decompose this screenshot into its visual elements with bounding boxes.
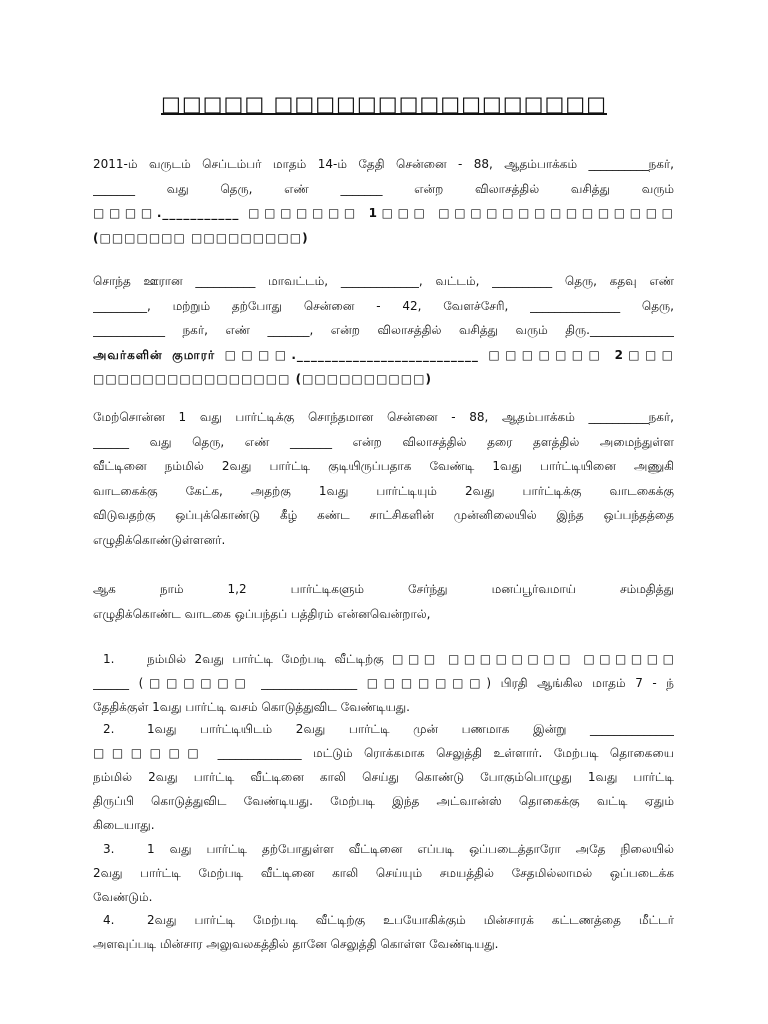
text-line: மேற்சொன்ன 1 வது பார்ட்டிக்கு சொந்தமான சென்னை - 88, ஆதம்பாக்கம் __________நகர், — [93, 410, 674, 424]
text-line: தேதிக்குள் 1வது பார்ட்டி வசம் கொடுத்துவிட வேண்டியது. — [93, 700, 410, 714]
text-line: □□□□□□ ______________ மட்டும் ரொக்கமாக செலுத்தி உள்ளார். மேற்படி தொகையை — [93, 746, 674, 760]
term-item-3 — [93, 837, 674, 909]
text-line: 2011-ம் வருடம் செப்டம்பர் மாதம் 14-ம் தேதி சென்னை - 88, ஆதம்பாக்கம் __________நகர், — [93, 157, 674, 171]
term-item-2 — [93, 717, 674, 837]
text-line: வாடகைக்கு கேட்க, அதற்கு 1வது பார்ட்டியும் 2வது பார்ட்டிக்கு வாடகைக்கு — [93, 483, 674, 498]
text-line: ______ வது தெரு, எண் _______ என்ற விலாசத்தில் தரை தளத்தில் அமைந்துள்ள — [93, 434, 674, 449]
paragraph-terms-intro — [93, 577, 674, 626]
text-line: 3. 1 வது பார்ட்டி தற்போதுள்ள வீட்டினை எப்படி ஒப்படைத்தாரோ அதே நிலையில் — [93, 837, 674, 861]
document-title: □□□□□ □□□□□□□□□□□□□□□□ — [161, 92, 607, 116]
term-item-4 — [93, 908, 674, 956]
text-line: 1. நம்மில் 2வது பார்ட்டி மேற்படி வீட்டிற்கு □□□ □□□□□□□□ □□□□□□ — [93, 647, 674, 671]
text-line: 2வது பார்ட்டி மேற்படி வீட்டினை காலி செய்யும் சமயத்தில் சேதமில்லாமல் ஒப்படைக்க — [93, 866, 674, 880]
text-line: எழுதிக்கொண்டுள்ளனர். — [93, 532, 226, 547]
term-number: 4. — [103, 913, 115, 927]
term-number: 1. — [103, 652, 115, 666]
text-line: அளவுப்படி மின்சார அலுவலகத்தில் தானே செலுத்தி கொள்ள வேண்டியது. — [93, 937, 499, 951]
term-number: 2. — [103, 722, 115, 736]
text-line: சொந்த ஊரான __________ மாவட்டம், _____________, வட்டம், __________ தெரு, கதவு எண் — [93, 274, 674, 288]
term-item-1 — [93, 647, 674, 719]
term-number: 3. — [103, 842, 115, 856]
text-line: திருப்பி கொடுத்துவிட வேண்டியது. மேற்படி இந்த அட்வான்ஸ் தொகைக்கு வட்டி ஏதும் — [93, 794, 674, 808]
paragraph-first-party — [93, 152, 674, 250]
text-line: 2. 1வது பார்ட்டியிடம் 2வது பார்ட்டி முன் பணமாக இன்று ______________ — [93, 717, 674, 741]
text-line: ______ (□□□□□□ ________________ □□□□□□□) பிரதி ஆங்கில மாதம் 7 - ந் — [93, 676, 674, 690]
paragraph-agreement-intro — [93, 405, 674, 552]
text-line: ____________ நகர், எண் _______, என்ற விலாசத்தில் வசித்து வரும் திரு.______________ — [93, 323, 674, 337]
text-line: _________, மற்றும் தற்போது சென்னை - 42, வேளச்சேரி, _______________ தெரு, — [93, 298, 674, 313]
paragraph-second-party — [93, 269, 674, 392]
text-line: ஆக நாம் 1,2 பார்ட்டிகளும் சேர்ந்து மனப்பூர்வமாய் சம்மதித்து — [93, 582, 674, 596]
text-line: விடுவதற்கு ஒப்புக்கொண்டு கீழ் கண்ட சாட்சிகளின் முன்னிலையில் இந்த ஒப்பந்தத்தை — [93, 508, 674, 522]
text-line: அவர்களின் குமாரர் □□□□.__________________________ □□□□□□□ 2□□□ — [93, 347, 674, 362]
text-line: வீட்டினை நம்மில் 2வது பார்ட்டி குடியிருப்பதாக வேண்டி 1வது பார்ட்டியினை அணுகி — [93, 459, 674, 473]
text-line: □□□□□□□□□□□□□□□□ (□□□□□□□□□□) — [93, 372, 432, 386]
text-line: கிடையாது. — [93, 818, 155, 832]
text-line: 4. 2வது பார்ட்டி மேற்படி வீட்டிற்கு உபயோகிக்கும் மின்சாரக் கட்டணத்தை மீட்டர் — [93, 908, 674, 932]
text-line: _______ வது தெரு, எண் _______ என்ற விலாசத்தில் வசித்து வரும் — [93, 181, 674, 196]
text-line: எழுதிக்கொண்ட வாடகை ஒப்பந்தப் பத்திரம் என்னவென்றால், — [93, 606, 431, 621]
text-line: நம்மில் 2வது பார்ட்டி வீட்டினை காலி செய்து கொண்டு போகும்பொழுது 1வது பார்ட்டி — [93, 770, 674, 784]
text-line: □□□□.___________ □□□□□□□ 1□□□ □□□□□□□□□□□□□□□ — [93, 206, 674, 220]
text-line: வேண்டும். — [93, 890, 153, 904]
text-line: (□□□□□□□ □□□□□□□□□) — [93, 230, 309, 245]
